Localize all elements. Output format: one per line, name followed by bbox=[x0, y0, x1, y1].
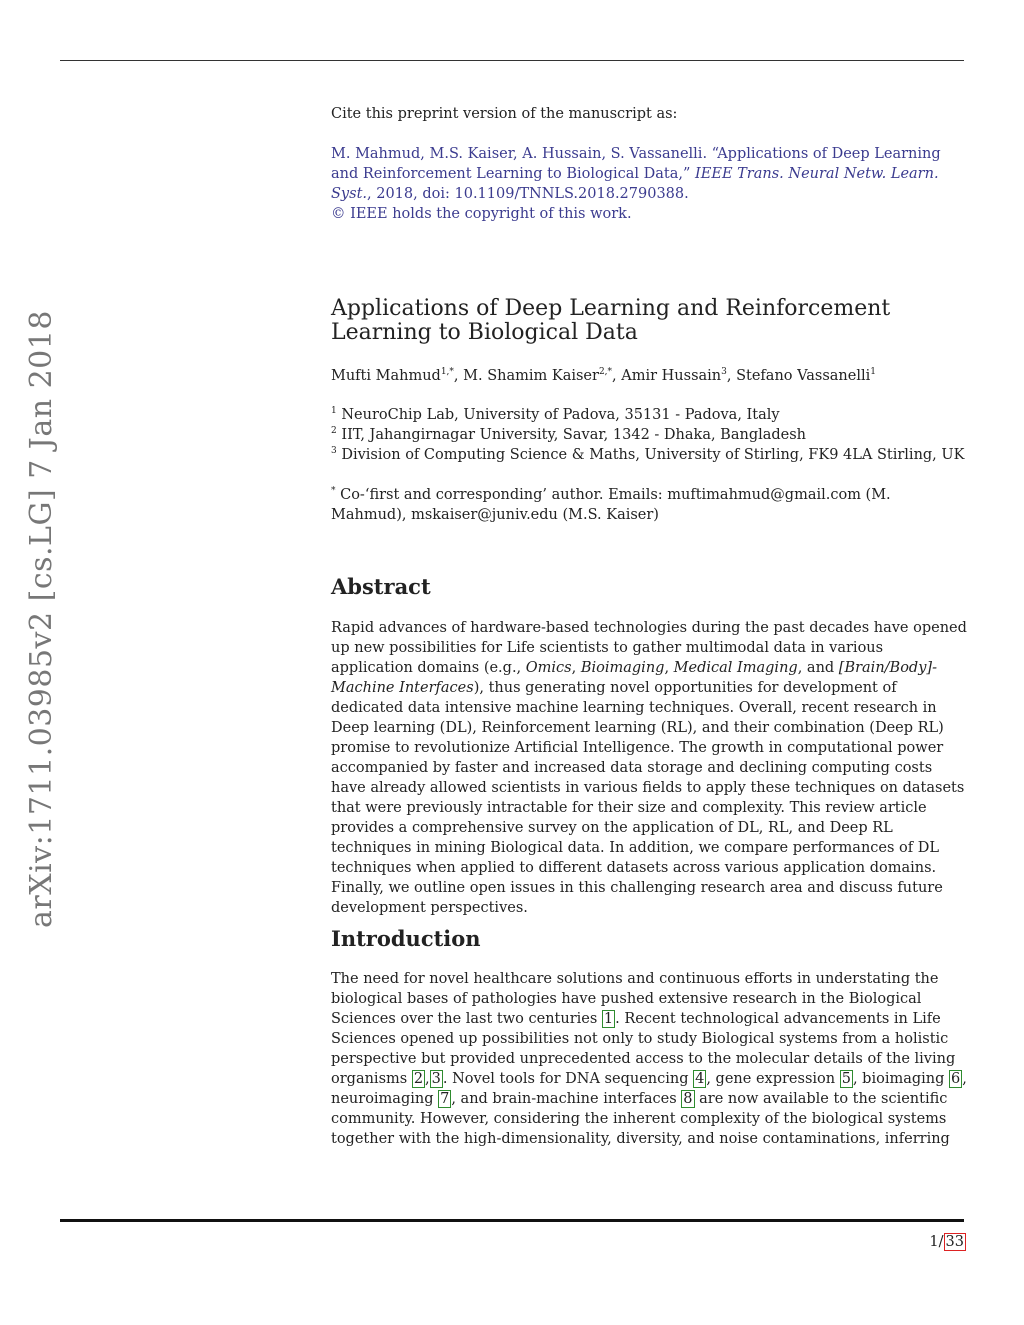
author-affil-mark: 2,* bbox=[598, 367, 613, 378]
total-pages-link[interactable]: 33 bbox=[945, 1234, 964, 1250]
cite-intro: Cite this preprint version of the manuscript as: bbox=[331, 106, 678, 122]
author: Amir Hussain bbox=[621, 368, 722, 384]
citation-link[interactable]: 6 bbox=[951, 1071, 961, 1087]
author-separator: , bbox=[726, 368, 737, 384]
bottom-rule bbox=[60, 1219, 964, 1222]
citation-year-doi: , 2018, doi: 10.1109/TNNLS.2018.2790388. bbox=[367, 186, 689, 202]
corresponding-author-note bbox=[331, 485, 967, 525]
abstract-segment: Rapid advances of hardware-based technologies during the past decades have opened up new possibilities for Life scientists to gather multimodal data in various application domains (e.g., bbox=[331, 620, 967, 676]
abstract-heading: Abstract bbox=[331, 574, 431, 599]
intro-segment: . Novel tools for DNA sequencing bbox=[442, 1071, 694, 1087]
intro-segment: . Recent technological advancements in Life Sciences opened up possibilities not only to study Biological systems from a holistic perspective but provided unprecedented access to the molecular details of the living organisms bbox=[331, 1011, 956, 1087]
corresponding-mark: * bbox=[331, 486, 336, 497]
author-affil-mark: 1 bbox=[870, 367, 877, 378]
copyright-notice: © IEEE holds the copyright of this work. bbox=[331, 206, 632, 222]
citation-link[interactable]: 5 bbox=[841, 1071, 851, 1087]
affiliation-text: NeuroChip Lab, University of Padova, 35131 - Padova, Italy bbox=[341, 407, 780, 423]
affiliation-text: IIT, Jahangirnagar University, Savar, 1342 - Dhaka, Bangladesh bbox=[341, 427, 807, 443]
citation-link[interactable]: 8 bbox=[683, 1091, 693, 1107]
intro-segment: , neuroimaging bbox=[331, 1071, 967, 1107]
intro-segment: , bioimaging bbox=[852, 1071, 950, 1087]
abstract-emphasis: Bioimaging bbox=[580, 660, 665, 676]
author-affil-mark: 1,* bbox=[440, 367, 454, 378]
abstract-segment: , and bbox=[797, 660, 839, 676]
intro-segment: , bbox=[425, 1071, 430, 1087]
intro-segment: , gene expression bbox=[706, 1071, 840, 1087]
author: Mufti Mahmud bbox=[331, 368, 441, 384]
page-separator: / bbox=[938, 1234, 944, 1250]
affiliation-number: 2 bbox=[331, 426, 337, 437]
affiliation-number: 3 bbox=[331, 446, 337, 457]
abstract-emphasis: Omics bbox=[525, 660, 572, 676]
intro-segment: The need for novel healthcare solutions and continuous efforts in understating the biological bases of pathologies have pushed extensive research in the Biological Sciences over the last two centuries bbox=[331, 971, 939, 1027]
author-separator: , bbox=[612, 368, 622, 384]
intro-segment: , and brain-machine interfaces bbox=[451, 1091, 682, 1107]
abstract-emphasis: Medical Imaging bbox=[673, 660, 798, 676]
affiliation bbox=[331, 425, 967, 445]
abstract-emphasis: [Brain/Body]-Machine Interfaces bbox=[331, 660, 937, 696]
arxiv-identifier[interactable]: arXiv:1711.03985v2 [cs.LG] 7 Jan 2018 bbox=[24, 310, 59, 928]
intro-segment: are now available to the scientific community. However, considering the inherent complexity of the biological systems together with the high-dimensionality, diversity, and noise contaminations, inferring bbox=[331, 1091, 950, 1147]
citation-link[interactable]: 2 bbox=[413, 1071, 424, 1087]
citation-link[interactable]: 1 bbox=[603, 1011, 614, 1027]
author-separator: , bbox=[453, 368, 464, 384]
citation[interactable] bbox=[331, 144, 967, 224]
author-list bbox=[331, 366, 967, 386]
affiliation-number: 1 bbox=[331, 406, 337, 417]
author-affil-mark: 3 bbox=[721, 367, 727, 378]
abstract-segment: , bbox=[664, 660, 674, 676]
paper-title: Applications of Deep Learning and Reinforcement Learning to Biological Data bbox=[331, 296, 891, 345]
page-number bbox=[920, 1234, 966, 1250]
abstract-segment: ), thus generating novel opportunities for development of dedicated data intensive machine learning techniques. Overall, recent research in Deep learning (DL), Reinforcement learning (RL), and their combination (Deep RL) promise to revolutionize Artificial Intelligence. The growth in computational power accompanied by faster and increased data storage and declining computing costs have already allowed scientists in various fields to apply these techniques on datasets that were previously intractable for their size and complexity. This review article provides a comprehensive survey on the application of DL, RL, and Deep RL techniques in mining Biological data. In addition, we compare performances of DL techniques when applied to different datasets across various application domains. Finally, we outline open issues in this challenging research area and discuss future development perspectives. bbox=[331, 680, 965, 916]
citation-journal: IEEE Trans. Neural Netw. Learn. Syst. bbox=[331, 166, 939, 202]
current-page: 1 bbox=[929, 1234, 939, 1250]
abstract-text bbox=[331, 618, 967, 918]
top-rule bbox=[60, 60, 964, 61]
author: Stefano Vassanelli bbox=[736, 368, 871, 384]
introduction-heading: Introduction bbox=[331, 926, 481, 951]
abstract-segment: , bbox=[571, 660, 581, 676]
affiliation bbox=[331, 405, 967, 425]
author: M. Shamim Kaiser bbox=[463, 368, 599, 384]
citation-link[interactable]: 4 bbox=[695, 1071, 705, 1087]
corresponding-text: Co-‘first and corresponding’ author. Emails: muftimahmud@gmail.com (M. Mahmud), mskaiser@juniv.edu (M.S. Kaiser) bbox=[331, 487, 891, 523]
citation-link[interactable]: 7 bbox=[440, 1091, 450, 1107]
citation-authors-title: M. Mahmud, M.S. Kaiser, A. Hussain, S. Vassanelli. “Applications of Deep Learning and Reinforcement Learning to Biological Data,” bbox=[331, 146, 941, 182]
citation-link[interactable]: 3 bbox=[431, 1071, 441, 1087]
affiliation bbox=[331, 445, 967, 465]
affiliations bbox=[331, 405, 967, 465]
introduction-text bbox=[331, 969, 967, 1149]
affiliation-text: Division of Computing Science & Maths, University of Stirling, FK9 4LA Stirling, UK bbox=[341, 447, 965, 463]
